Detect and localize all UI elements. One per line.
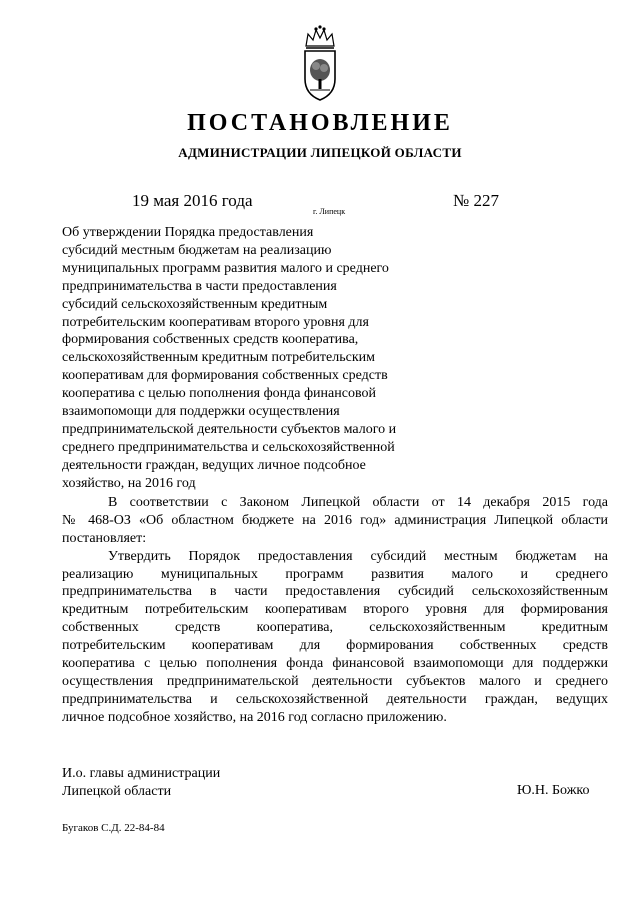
signatory-position-line: Липецкой области: [62, 784, 172, 799]
coat-of-arms-emblem: [298, 24, 342, 104]
subject-line: кооператива с целью пополнения фонда финансовой: [62, 386, 376, 402]
document-subject: [62, 224, 432, 493]
document-title: ПОСТАНОВЛЕНИЕ: [187, 110, 453, 136]
subject-line: субсидий местным бюджетам на реализацию: [62, 242, 332, 258]
subject-line: формирования собственных средств кооператива,: [62, 332, 359, 348]
subject-line: хозяйство, на 2016 год: [62, 475, 196, 491]
body-line: № 468-ОЗ «Об областном бюджете на 2016 год» администрация Липецкой области: [62, 512, 608, 528]
document-issuer: АДМИНИСТРАЦИИ ЛИПЕЦКОЙ ОБЛАСТИ: [178, 145, 462, 160]
body-line: предпринимательства и сельскохозяйственной деятельности граждан, ведущих: [62, 691, 608, 707]
document-date: 19 мая 2016 года: [132, 191, 253, 210]
subject-line: потребительским кооперативам второго уровня для: [62, 314, 369, 330]
body-line: кредитным потребительским кооперативам второго уровня для формирования: [62, 602, 608, 618]
subject-line: Об утверждении Порядка предоставления: [62, 225, 314, 240]
document-city: г. Липецк: [313, 207, 346, 216]
body-line: кооператива с целью пополнения фонда финансовой взаимопомощи для поддержки: [62, 656, 608, 672]
signatory-position: [62, 765, 220, 801]
document-body: [62, 494, 608, 727]
subject-line: деятельности граждан, ведущих личное подсобное: [62, 457, 366, 473]
subject-line: субсидий сельскохозяйственным кредитным: [62, 296, 328, 312]
subject-line: муниципальных программ развития малого и среднего: [62, 260, 389, 276]
body-line: В соответствии с Законом Липецкой области от 14 декабря 2015 года: [108, 495, 608, 510]
subject-line: кооперативам для формирования собственных средств: [62, 368, 388, 384]
signatory-name: Ю.Н. Божко: [517, 783, 590, 798]
subject-line: предпринимательской деятельности субъектов малого и: [62, 421, 397, 437]
body-line: предпринимательства в части предоставления субсидий сельскохозяйственным: [62, 584, 608, 600]
body-line: постановляет:: [62, 530, 147, 546]
body-line: собственных средств кооператива, сельскохозяйственным кредитным: [62, 620, 608, 636]
executor-contact: Бугаков С.Д. 22-84-84: [62, 822, 165, 834]
body-line: реализацию муниципальных программ развития малого и среднего: [62, 566, 608, 582]
document-number: № 227: [453, 191, 499, 210]
body-line: потребительским кооперативам для формирования собственных средств: [62, 638, 608, 654]
subject-line: среднего предпринимательства и сельскохозяйственной: [62, 439, 395, 455]
subject-line: сельскохозяйственным кредитным потребительским: [62, 350, 375, 366]
subject-line: предпринимательства в части предоставления: [62, 278, 337, 294]
signatory-position-line: И.о. главы администрации: [62, 766, 221, 781]
body-line: Утвердить Порядок предоставления субсидий местным бюджетам на: [108, 548, 608, 564]
body-line: личное подсобное хозяйство, на 2016 год согласно приложению.: [62, 709, 447, 725]
subject-line: взаимопомощи для поддержки осуществления: [62, 404, 340, 420]
body-line: осуществления предпринимательской деятельности субъектов малого и среднего: [62, 673, 608, 689]
